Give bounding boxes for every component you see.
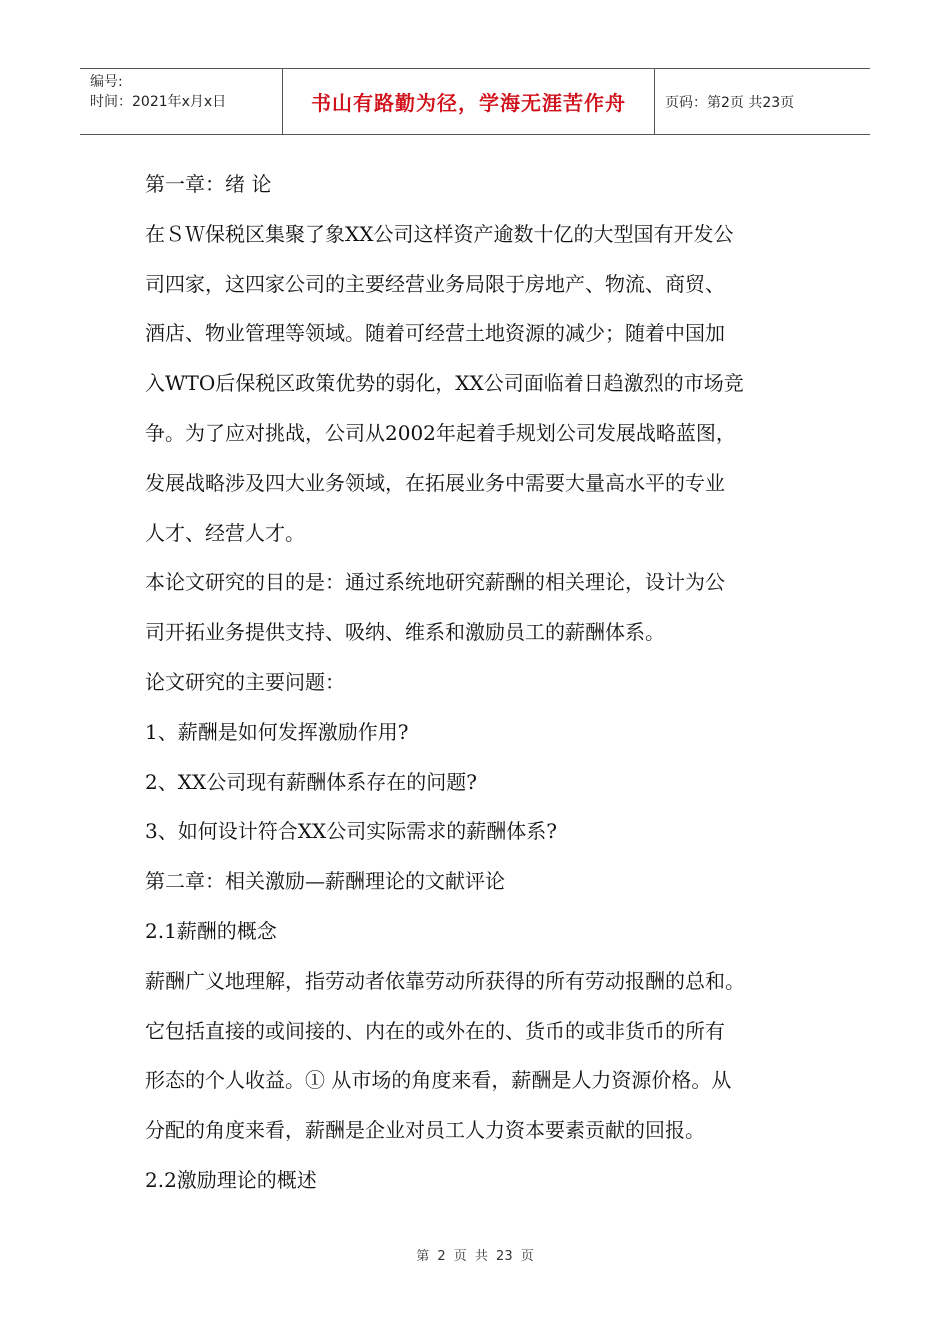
text-line: 发展战略涉及四大业务领域，在拓展业务中需要大量高水平的专业 (145, 470, 725, 495)
text-line: 司四家，这四家公司的主要经营业务局限于房地产、物流、商贸、 (145, 271, 725, 296)
section-heading: 2.1薪酬的概念 (145, 918, 277, 943)
header-motto: 书山有路勤为径，学海无涯苦作舟 (283, 69, 655, 134)
section-heading: 2.2激励理论的概述 (145, 1167, 317, 1192)
question-item: 1、薪酬是如何发挥激励作用? (145, 719, 409, 744)
question-item: 2、XX公司现有薪酬体系存在的问题? (145, 769, 477, 794)
text-line: 酒店、物业管理等领域。随着可经营土地资源的减少；随着中国加 (145, 321, 725, 346)
text-line: 入WTO后保税区政策优势的弱化，XX公司面临着日趋激烈的市场竞 (145, 371, 744, 396)
text-line: 司开拓业务提供支持、吸纳、维系和激励员工的薪酬体系。 (145, 620, 665, 645)
text-line: 薪酬广义地理解，指劳动者依靠劳动所获得的所有劳动报酬的总和。 (145, 968, 745, 993)
time-label: 时间：2021年x月x日 (90, 94, 227, 110)
document-body (145, 160, 825, 1206)
text-line: 人才、经营人才。 (145, 520, 305, 545)
header-meta (80, 69, 283, 134)
question-item: 3、如何设计符合XX公司实际需求的薪酬体系? (145, 819, 557, 844)
chapter-2-heading: 第二章：相关激励—薪酬理论的文献评论 (145, 869, 505, 894)
chapter-1-heading: 第一章：绪 论 (145, 172, 272, 196)
text-line: 争。为了应对挑战，公司从2002年起着手规划公司发展战略蓝图， (145, 420, 736, 445)
text-line: 论文研究的主要问题： (145, 669, 345, 694)
text-line: 它包括直接的或间接的、内在的或外在的、货币的或非货币的所有 (145, 1018, 725, 1043)
text-line: 分配的角度来看，薪酬是企业对员工人力资本要素贡献的回报。 (145, 1118, 705, 1143)
text-line: 在ＳＷ保税区集聚了象XX公司这样资产逾数十亿的大型国有开发公 (145, 221, 734, 246)
page-header (80, 68, 870, 135)
page-footer: 第 2 页 共 23 页 (416, 1249, 534, 1264)
header-page-info: 页码：第2页 共23页 (665, 94, 795, 111)
text-line: 形态的个人收益。① 从市场的角度来看，薪酬是人力资源价格。从 (145, 1068, 732, 1093)
text-line: 本论文研究的目的是：通过系统地研究薪酬的相关理论，设计为公 (145, 570, 725, 595)
number-label: 编号: (90, 74, 123, 90)
